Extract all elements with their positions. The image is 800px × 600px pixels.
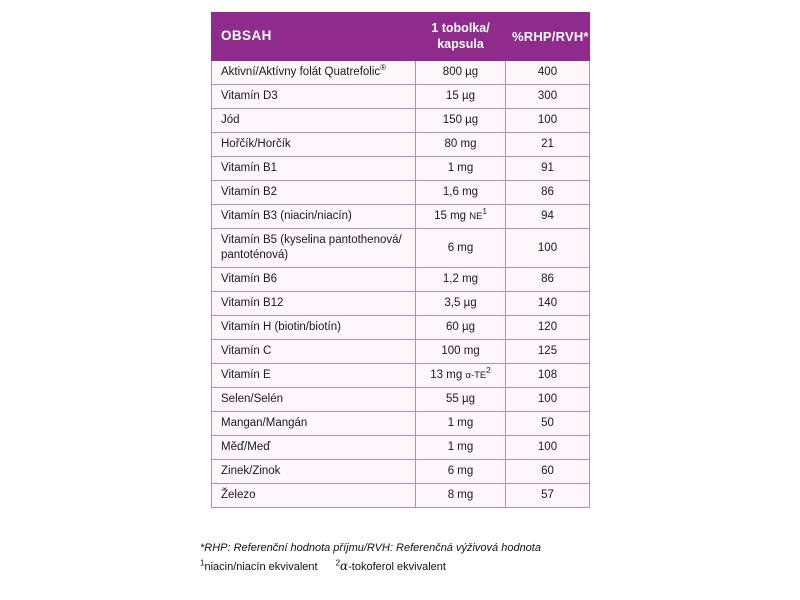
cell-percent-rhp: 94	[506, 205, 590, 229]
footnote-reference: 1	[482, 207, 487, 217]
cell-amount-per-capsule: 1 mg	[416, 436, 506, 460]
table-row	[212, 364, 590, 388]
cell-nutrient-name: Zinek/Zinok	[212, 460, 416, 484]
table-row	[212, 133, 590, 157]
cell-percent-rhp: 57	[506, 484, 590, 508]
cell-nutrient-name: Vitamín H (biotin/biotín)	[212, 316, 416, 340]
cell-percent-rhp: 100	[506, 388, 590, 412]
table-header-row	[212, 13, 590, 61]
column-header-percent-rhp: %RHP/RVH*	[506, 13, 590, 61]
cell-percent-rhp: 21	[506, 133, 590, 157]
cell-nutrient-name: Vitamín C	[212, 340, 416, 364]
cell-amount-per-capsule: 80 mg	[416, 133, 506, 157]
nutrition-facts-table	[211, 12, 590, 508]
cell-percent-rhp: 140	[506, 292, 590, 316]
cell-percent-rhp: 125	[506, 340, 590, 364]
cell-percent-rhp: 108	[506, 364, 590, 388]
cell-percent-rhp: 86	[506, 268, 590, 292]
cell-percent-rhp: 91	[506, 157, 590, 181]
column-header-serving-line1: 1 tobolka/	[431, 21, 490, 35]
table-row	[212, 85, 590, 109]
cell-amount-per-capsule: 15 µg	[416, 85, 506, 109]
cell-nutrient-name: Vitamín B5 (kyselina pantothenová/ pantoténová)	[212, 229, 416, 268]
column-header-serving-line2: kapsula	[437, 36, 484, 51]
table-row	[212, 316, 590, 340]
table-row	[212, 181, 590, 205]
table-row	[212, 292, 590, 316]
cell-percent-rhp: 300	[506, 85, 590, 109]
table-row	[212, 340, 590, 364]
table-row	[212, 460, 590, 484]
footnote-rhp: *RHP: Referenční hodnota příjmu/RVH: Referenčná výživová hodnota	[200, 542, 541, 554]
cell-amount-per-capsule: 15 mg $NE^1$	[416, 205, 506, 229]
table-row	[212, 229, 590, 268]
table-row	[212, 157, 590, 181]
table-row	[212, 268, 590, 292]
cell-amount-per-capsule: 6 mg	[416, 460, 506, 484]
cell-amount-per-capsule: 8 mg	[416, 484, 506, 508]
cell-amount-per-capsule: 6 mg	[416, 229, 506, 268]
cell-amount-per-capsule: 1,6 mg	[416, 181, 506, 205]
cell-amount-per-capsule: 1 mg	[416, 157, 506, 181]
cell-nutrient-name: Vitamín B6	[212, 268, 416, 292]
footnotes	[200, 540, 620, 575]
nutrition-table-wrapper	[211, 12, 589, 508]
cell-nutrient-name: Měď/Meď	[212, 436, 416, 460]
cell-amount-per-capsule: 60 µg	[416, 316, 506, 340]
cell-amount-per-capsule: 55 µg	[416, 388, 506, 412]
footnote-marker-1: 1	[200, 557, 205, 567]
cell-percent-rhp: 100	[506, 229, 590, 268]
table-row	[212, 412, 590, 436]
cell-nutrient-name: Mangan/Mangán	[212, 412, 416, 436]
table-row	[212, 109, 590, 133]
table-header	[212, 13, 590, 61]
cell-percent-rhp: 86	[506, 181, 590, 205]
cell-amount-per-capsule: 13 mg $\alpha-TE^2$	[416, 364, 506, 388]
table-row	[212, 61, 590, 85]
cell-nutrient-name: Vitamín D3	[212, 85, 416, 109]
table-row	[212, 436, 590, 460]
table-row	[212, 484, 590, 508]
cell-nutrient-name: Vitamín B2	[212, 181, 416, 205]
column-header-content: OBSAH	[212, 13, 416, 61]
footnote-marker-2: 2	[335, 557, 341, 567]
cell-amount-per-capsule: 1 mg	[416, 412, 506, 436]
cell-nutrient-name: Vitamín E	[212, 364, 416, 388]
cell-nutrient-name: Aktivní/Aktívny folát Quatrefolic®	[212, 61, 416, 85]
table-row	[212, 205, 590, 229]
cell-nutrient-name: Vitamín B1	[212, 157, 416, 181]
cell-amount-per-capsule: 3,5 µg	[416, 292, 506, 316]
unit-ne: NE	[469, 211, 483, 223]
table-body	[212, 61, 590, 508]
cell-nutrient-name: Hořčík/Horčík	[212, 133, 416, 157]
column-header-serving	[416, 13, 506, 61]
footnote-reference: 2	[486, 366, 491, 376]
cell-nutrient-name: Vitamín B3 (niacin/niacín)	[212, 205, 416, 229]
cell-percent-rhp: 60	[506, 460, 590, 484]
cell-amount-per-capsule: 1,2 mg	[416, 268, 506, 292]
footnote-equivalents	[200, 557, 620, 576]
unit-alpha-te: α-TE	[465, 370, 487, 382]
cell-percent-rhp: 400	[506, 61, 590, 85]
cell-nutrient-name: Vitamín B12	[212, 292, 416, 316]
cell-amount-per-capsule: 100 mg	[416, 340, 506, 364]
footnote-text-2: -tokoferol ekvivalent	[348, 560, 446, 573]
table-row	[212, 388, 590, 412]
footnote-text-1: niacin/niacín ekvivalent	[204, 560, 318, 573]
cell-nutrient-name: Železo	[212, 484, 416, 508]
cell-amount-per-capsule: 150 µg	[416, 109, 506, 133]
cell-percent-rhp: 50	[506, 412, 590, 436]
registered-mark: ®	[380, 63, 387, 73]
cell-nutrient-name: Jód	[212, 109, 416, 133]
cell-amount-per-capsule: 800 µg	[416, 61, 506, 85]
alpha-symbol: α	[340, 558, 349, 573]
cell-nutrient-name: Selen/Selén	[212, 388, 416, 412]
cell-percent-rhp: 100	[506, 436, 590, 460]
cell-percent-rhp: 100	[506, 109, 590, 133]
cell-percent-rhp: 120	[506, 316, 590, 340]
